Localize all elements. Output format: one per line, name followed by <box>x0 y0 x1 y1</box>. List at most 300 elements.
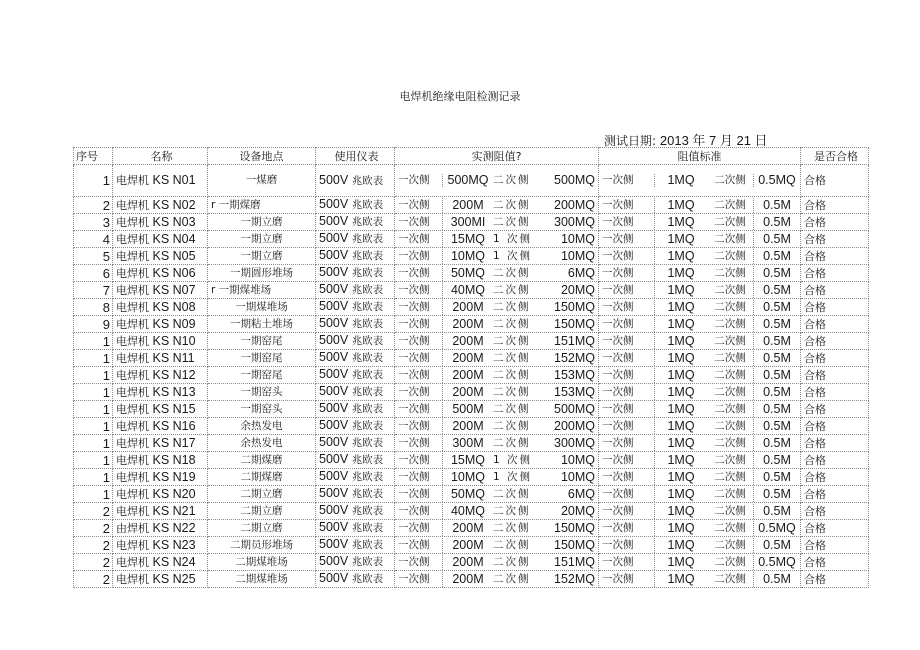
device-location: 二期立磨 <box>208 486 316 503</box>
device-name <box>113 384 208 401</box>
test-date-value: 2013 年 7 月 21 日 <box>659 133 768 148</box>
standard-resistance <box>599 401 801 418</box>
standard-resistance <box>599 231 801 248</box>
device-name <box>113 299 208 316</box>
measured-secondary-value: 200MQ <box>554 197 595 212</box>
measured-secondary-label: 二次侧 <box>493 317 531 330</box>
measured-resistance <box>395 265 599 282</box>
standard-secondary-label: 二次侧 <box>707 351 754 366</box>
meter-type: 兆欧表 <box>351 335 384 347</box>
measured-primary-label: 一次侧 <box>395 538 443 553</box>
measured-primary-label: 一次侧 <box>395 487 443 502</box>
measured-primary-label: 一次侧 <box>395 283 443 298</box>
standard-secondary-value: 0.5M <box>763 367 791 382</box>
row-number: 1 <box>74 418 113 435</box>
measured-secondary-value: 20MQ <box>560 282 595 297</box>
device-name <box>113 486 208 503</box>
standard-primary-label: 一次侧 <box>599 215 655 230</box>
standard-primary-label: 一次侧 <box>599 334 655 349</box>
measured-secondary-label: 二次侧 <box>493 334 531 347</box>
standard-secondary-label: 二次侧 <box>707 436 754 451</box>
measured-secondary-label: 二次侧 <box>493 198 531 211</box>
row-number: 9 <box>74 316 113 333</box>
measured-primary-label: 一次侧 <box>395 300 443 315</box>
qualified-status: 合格 <box>801 214 869 231</box>
meter-type: 兆欧表 <box>351 505 384 517</box>
measured-primary-value: 200M <box>452 537 484 552</box>
qualified-status: 合格 <box>801 520 869 537</box>
standard-secondary-value: 0.5MQ <box>758 173 796 187</box>
device-location: 余热发电 <box>208 418 316 435</box>
device-code: KS N25 <box>152 571 196 586</box>
meter-type: 兆欧表 <box>351 471 384 483</box>
table-row <box>74 214 869 231</box>
measured-primary-label: 一次侧 <box>395 266 443 281</box>
measured-primary-value: 50MQ <box>450 486 486 501</box>
device-name-cn: 电焊机 <box>116 266 149 280</box>
qualified-status: 合格 <box>801 418 869 435</box>
measured-resistance <box>395 537 599 554</box>
standard-secondary-label: 二次侧 <box>707 555 754 570</box>
table-row <box>74 537 869 554</box>
standard-primary-label: 一次侧 <box>599 572 655 587</box>
measured-secondary-value: 150MQ <box>554 520 595 535</box>
standard-secondary-value: 0.5M <box>763 282 791 297</box>
device-name-cn: 电焊机 <box>116 419 149 433</box>
meter-voltage: 500V <box>319 520 349 534</box>
device-code: KS N10 <box>152 333 196 348</box>
meter-type: 兆欧表 <box>351 454 384 466</box>
measured-resistance <box>395 316 599 333</box>
standard-primary-label: 一次侧 <box>599 504 655 519</box>
standard-primary-label: 一次侧 <box>599 351 655 366</box>
meter-voltage: 500V <box>319 401 349 415</box>
device-location: 一期立磨 <box>208 214 316 231</box>
table-row <box>74 520 869 537</box>
standard-secondary-label: 二次侧 <box>707 402 754 417</box>
device-code: KS N23 <box>152 537 196 552</box>
measured-resistance <box>395 520 599 537</box>
meter-voltage: 500V <box>319 537 349 551</box>
meter <box>316 554 395 571</box>
standard-resistance <box>599 469 801 486</box>
row-number: 1 <box>74 435 113 452</box>
measured-primary-value: 200M <box>452 571 484 586</box>
standard-primary-value: 1MQ <box>667 350 695 365</box>
device-code: KS N11 <box>152 350 195 365</box>
meter-type: 兆欧表 <box>351 216 384 228</box>
measured-secondary-value: 200MQ <box>554 418 595 433</box>
measured-primary-label: 一次侧 <box>395 232 443 247</box>
standard-primary-label: 一次侧 <box>599 453 655 468</box>
standard-primary-label: 一次侧 <box>599 487 655 502</box>
measured-primary-value: 10MQ <box>450 469 486 484</box>
meter <box>316 265 395 282</box>
standard-resistance <box>599 520 801 537</box>
header-meter: 使用仪表 <box>316 148 395 165</box>
device-name <box>113 418 208 435</box>
measured-primary-value: 40MQ <box>450 282 486 297</box>
meter-voltage: 500V <box>319 214 349 228</box>
device-location: 二期员形堆场 <box>208 537 316 554</box>
standard-secondary-label: 二次侧 <box>707 317 754 332</box>
device-location: 一期窑尾 <box>208 350 316 367</box>
meter-voltage: 500V <box>319 172 349 187</box>
device-location: 一期圆形堆场 <box>208 265 316 282</box>
standard-primary-label: 一次侧 <box>599 266 655 281</box>
device-code: KS N18 <box>152 452 196 467</box>
table-row <box>74 231 869 248</box>
device-name-cn: 电焊机 <box>116 470 149 484</box>
device-name-cn: 电焊机 <box>116 538 149 552</box>
standard-secondary-value: 0.5M <box>763 265 791 280</box>
row-number: 1 <box>74 384 113 401</box>
measured-secondary-label: 1 次侧 <box>493 470 533 483</box>
meter <box>316 165 395 197</box>
device-code: KS N09 <box>152 316 196 331</box>
table-row <box>74 384 869 401</box>
standard-secondary-value: 0.5M <box>763 316 791 331</box>
meter-voltage: 500V <box>319 469 349 483</box>
table-body <box>74 165 869 588</box>
measured-secondary-label: 1 次侧 <box>493 249 533 262</box>
device-location: 余热发电 <box>208 435 316 452</box>
device-code: KS N15 <box>152 401 196 416</box>
device-name <box>113 401 208 418</box>
meter <box>316 435 395 452</box>
meter <box>316 571 395 588</box>
measured-primary-label: 一次侧 <box>395 174 443 187</box>
meter-voltage: 500V <box>319 231 349 245</box>
meter-type: 兆欧表 <box>351 420 384 432</box>
meter-type: 兆欧表 <box>351 301 384 313</box>
standard-primary-value: 1MQ <box>667 452 695 467</box>
standard-secondary-value: 0.5M <box>763 248 791 263</box>
meter-voltage: 500V <box>319 316 349 330</box>
measured-primary-value: 200M <box>452 520 484 535</box>
standard-secondary-label: 二次侧 <box>707 470 754 485</box>
table-row <box>74 316 869 333</box>
measured-resistance <box>395 486 599 503</box>
standard-primary-label: 一次侧 <box>599 232 655 247</box>
standard-primary-value: 1MQ <box>667 469 695 484</box>
measured-primary-value: 500M <box>452 401 484 416</box>
device-name-cn: 电焊机 <box>116 198 149 212</box>
measured-secondary-label: 1 次侧 <box>493 232 533 245</box>
standard-primary-label: 一次侧 <box>599 283 655 298</box>
standard-secondary-label: 二次侧 <box>707 198 754 213</box>
measured-secondary-label: 二次侧 <box>493 368 531 381</box>
standard-primary-value: 1MQ <box>667 299 695 314</box>
standard-primary-label: 一次侧 <box>599 402 655 417</box>
measured-primary-label: 一次侧 <box>395 351 443 366</box>
table-row <box>74 469 869 486</box>
qualified-status: 合格 <box>801 333 869 350</box>
standard-primary-label: 一次侧 <box>599 555 655 570</box>
standard-resistance <box>599 282 801 299</box>
measured-resistance <box>395 418 599 435</box>
device-code: KS N06 <box>152 265 196 280</box>
table-row <box>74 486 869 503</box>
standard-secondary-value: 0.5M <box>763 350 791 365</box>
meter-type: 兆欧表 <box>351 556 384 568</box>
row-number: 2 <box>74 571 113 588</box>
measured-secondary-value: 153MQ <box>554 367 595 382</box>
standard-secondary-value: 0.5M <box>763 469 791 484</box>
meter <box>316 469 395 486</box>
measured-primary-value: 15MQ <box>450 231 486 246</box>
meter-type: 兆欧表 <box>351 284 384 296</box>
measured-secondary-label: 二次侧 <box>493 283 531 296</box>
measured-primary-label: 一次侧 <box>395 453 443 468</box>
measured-secondary-label: 1 次侧 <box>493 453 533 466</box>
measured-secondary-value: 151MQ <box>554 333 595 348</box>
meter <box>316 231 395 248</box>
measured-resistance <box>395 231 599 248</box>
device-name <box>113 367 208 384</box>
standard-primary-value: 1MQ <box>667 401 695 416</box>
meter-type: 兆欧表 <box>351 539 384 551</box>
device-name <box>113 265 208 282</box>
standard-secondary-label: 二次侧 <box>707 215 754 230</box>
standard-primary-value: 1MQ <box>667 486 695 501</box>
device-name-cn: 电焊机 <box>116 300 149 314</box>
meter-voltage: 500V <box>319 452 349 466</box>
measured-secondary-value: 152MQ <box>554 350 595 365</box>
measured-primary-label: 一次侧 <box>395 402 443 417</box>
table-row <box>74 282 869 299</box>
measured-primary-value: 500MQ <box>447 173 489 187</box>
standard-primary-label: 一次侧 <box>599 419 655 434</box>
standard-secondary-value: 0.5M <box>763 333 791 348</box>
meter-type: 兆欧表 <box>351 318 384 330</box>
measured-primary-value: 15MQ <box>450 452 486 467</box>
measured-secondary-value: 153MQ <box>554 384 595 399</box>
measured-secondary-label: 二次侧 <box>493 351 531 364</box>
table-row <box>74 299 869 316</box>
header-location: 设备地点 <box>208 148 316 165</box>
qualified-status: 合格 <box>801 165 869 197</box>
standard-primary-value: 1MQ <box>667 197 695 212</box>
device-location: 一期粘土堆场 <box>208 316 316 333</box>
row-number: 1 <box>74 333 113 350</box>
device-code: KS N03 <box>152 214 196 229</box>
measured-resistance <box>395 452 599 469</box>
meter-voltage: 500V <box>319 299 349 313</box>
measured-resistance <box>395 435 599 452</box>
table-row <box>74 265 869 282</box>
qualified-status: 合格 <box>801 299 869 316</box>
measured-primary-label: 一次侧 <box>395 572 443 587</box>
measured-resistance <box>395 299 599 316</box>
standard-resistance <box>599 554 801 571</box>
device-name <box>113 469 208 486</box>
header-no: 序号 <box>74 148 113 165</box>
meter-voltage: 500V <box>319 486 349 500</box>
meter <box>316 333 395 350</box>
device-name <box>113 554 208 571</box>
row-number: 2 <box>74 520 113 537</box>
standard-secondary-value: 0.5M <box>763 503 791 518</box>
standard-primary-value: 1MQ <box>667 248 695 263</box>
device-name-cn: 电焊机 <box>116 402 149 416</box>
measured-primary-label: 一次侧 <box>395 334 443 349</box>
qualified-status: 合格 <box>801 554 869 571</box>
measured-primary-value: 200M <box>452 554 484 569</box>
row-number: 2 <box>74 554 113 571</box>
table-row <box>74 333 869 350</box>
table-row <box>74 435 869 452</box>
measured-secondary-value: 10MQ <box>560 231 595 246</box>
table-row <box>74 248 869 265</box>
device-code: KS N02 <box>152 197 196 212</box>
measured-resistance <box>395 384 599 401</box>
device-code: KS N01 <box>152 173 196 187</box>
device-name-cn: 电焊机 <box>116 368 149 382</box>
device-code: KS N05 <box>152 248 196 263</box>
device-name <box>113 165 208 197</box>
standard-secondary-label: 二次侧 <box>707 419 754 434</box>
standard-primary-value: 1MQ <box>667 316 695 331</box>
measured-resistance <box>395 367 599 384</box>
qualified-status: 合格 <box>801 367 869 384</box>
device-code: KS N13 <box>152 384 196 399</box>
measured-resistance <box>395 248 599 265</box>
standard-secondary-value: 0.5M <box>763 537 791 552</box>
meter-type: 兆欧表 <box>351 267 384 279</box>
qualified-status: 合格 <box>801 231 869 248</box>
qualified-status: 合格 <box>801 503 869 520</box>
measured-primary-value: 200M <box>452 384 484 399</box>
standard-primary-label: 一次侧 <box>599 436 655 451</box>
measured-primary-label: 一次侧 <box>395 317 443 332</box>
meter-voltage: 500V <box>319 248 349 262</box>
standard-secondary-label: 二次侧 <box>707 266 754 281</box>
meter <box>316 248 395 265</box>
standard-resistance <box>599 350 801 367</box>
meter-type: 兆欧表 <box>351 352 384 364</box>
device-name <box>113 503 208 520</box>
measured-secondary-label: 二次侧 <box>493 521 531 534</box>
measured-primary-value: 40MQ <box>450 503 486 518</box>
standard-secondary-label: 二次侧 <box>707 521 754 536</box>
measured-secondary-value: 6MQ <box>567 486 595 501</box>
meter-voltage: 500V <box>319 435 349 449</box>
row-number: 1 <box>74 469 113 486</box>
standard-secondary-label: 二次侧 <box>707 572 754 587</box>
measured-secondary-value: 6MQ <box>567 265 595 280</box>
qualified-status: 合格 <box>801 486 869 503</box>
measured-secondary-label: 二次侧 <box>493 538 531 551</box>
standard-secondary-label: 二次侧 <box>707 538 754 553</box>
measured-primary-value: 50MQ <box>450 265 486 280</box>
standard-primary-label: 一次侧 <box>599 198 655 213</box>
standard-primary-label: 一次侧 <box>599 521 655 536</box>
meter-voltage: 500V <box>319 571 349 585</box>
standard-resistance <box>599 316 801 333</box>
standard-primary-value: 1MQ <box>667 554 695 569</box>
meter <box>316 520 395 537</box>
table-row <box>74 452 869 469</box>
measured-primary-value: 10MQ <box>450 248 486 263</box>
standard-primary-label: 一次侧 <box>599 470 655 485</box>
standard-secondary-label: 二次侧 <box>707 504 754 519</box>
measured-primary-value: 200M <box>452 316 484 331</box>
standard-primary-label: 一次侧 <box>599 317 655 332</box>
device-name-cn: 电焊机 <box>116 504 149 518</box>
standard-secondary-value: 0.5M <box>763 571 791 586</box>
meter <box>316 350 395 367</box>
qualified-status: 合格 <box>801 435 869 452</box>
device-name-cn: 电焊机 <box>116 351 149 365</box>
meter <box>316 197 395 214</box>
standard-primary-value: 1MQ <box>667 367 695 382</box>
measured-secondary-label: 二次侧 <box>493 504 531 517</box>
meter-voltage: 500V <box>319 384 349 398</box>
meter <box>316 418 395 435</box>
standard-resistance <box>599 248 801 265</box>
standard-secondary-label: 二次侧 <box>707 249 754 264</box>
standard-secondary-value: 0.5M <box>763 231 791 246</box>
standard-primary-value: 1MQ <box>667 384 695 399</box>
measured-resistance <box>395 503 599 520</box>
standard-secondary-label: 二次侧 <box>707 487 754 502</box>
row-number: 7 <box>74 282 113 299</box>
standard-primary-value: 1MQ <box>667 503 695 518</box>
standard-secondary-value: 0.5M <box>763 418 791 433</box>
measured-primary-label: 一次侧 <box>395 215 443 230</box>
standard-secondary-value: 0.5M <box>763 384 791 399</box>
meter-type: 兆欧表 <box>351 437 384 449</box>
standard-primary-value: 1MQ <box>667 282 695 297</box>
standard-secondary-value: 0.5M <box>763 435 791 450</box>
standard-secondary-label: 二次侧 <box>707 385 754 400</box>
measured-resistance <box>395 571 599 588</box>
row-number: 4 <box>74 231 113 248</box>
standard-secondary-value: 0.5M <box>763 401 791 416</box>
standard-primary-label: 一次侧 <box>599 174 655 187</box>
measured-secondary-label: 二次侧 <box>493 436 531 449</box>
device-name <box>113 520 208 537</box>
standard-secondary-label: 二次侧 <box>707 453 754 468</box>
row-number: 1 <box>74 486 113 503</box>
measured-primary-label: 一次侧 <box>395 436 443 451</box>
row-number: 1 <box>74 165 113 197</box>
meter <box>316 401 395 418</box>
qualified-status: 合格 <box>801 197 869 214</box>
device-code: KS N07 <box>152 282 196 297</box>
meter <box>316 384 395 401</box>
qualified-status: 合格 <box>801 282 869 299</box>
measured-resistance <box>395 197 599 214</box>
standard-resistance <box>599 503 801 520</box>
standard-resistance <box>599 384 801 401</box>
measured-secondary-value: 150MQ <box>554 299 595 314</box>
test-date-label: 测试日期: <box>604 134 657 148</box>
measured-secondary-label: 二次侧 <box>493 215 531 228</box>
meter <box>316 299 395 316</box>
meter <box>316 367 395 384</box>
meter-voltage: 500V <box>319 503 349 517</box>
header-qualified: 是否合格 <box>801 148 869 165</box>
device-name-cn: 电焊机 <box>116 249 149 263</box>
measured-secondary-label: 二次侧 <box>493 385 531 398</box>
device-name-cn: 电焊机 <box>116 174 149 187</box>
measured-primary-label: 一次侧 <box>395 555 443 570</box>
device-name-cn: 电焊机 <box>116 453 149 467</box>
device-location: 一期立磨 <box>208 231 316 248</box>
meter-voltage: 500V <box>319 282 349 296</box>
